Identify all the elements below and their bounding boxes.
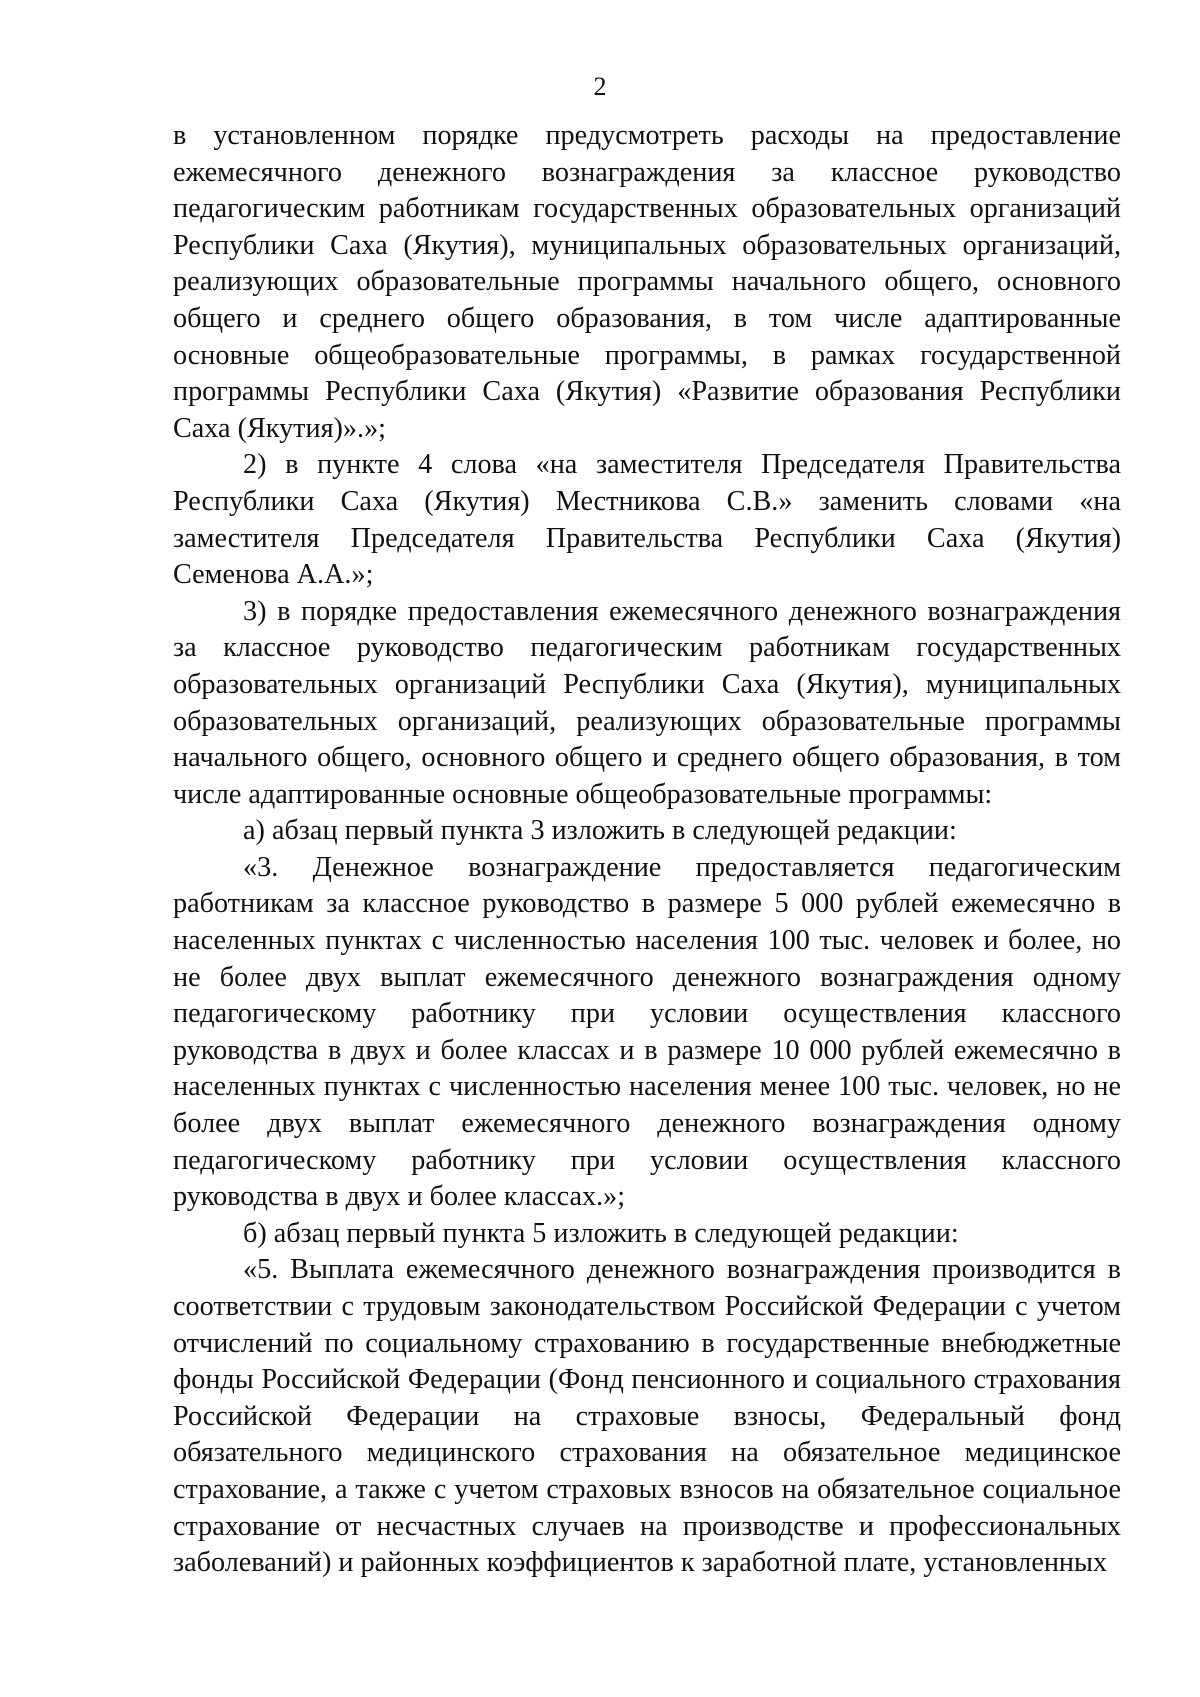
paragraph-item-2: 2) в пункте 4 слова «на заместителя Председателя Правительства Республики Саха (Якутия) Местникова С.В.» заменить словами «на заместителя Председателя Правительства Республики Саха (Якутия) Семенова А.А.»; [173,449,1121,591]
paragraph-item-3: 3) в порядке предоставления ежемесячного денежного вознаграждения за классное руководство педагогическим работникам государственных образовательных организаций Республики Саха (Якутия), муниципальных образовательных организаций, реализующих образовательные программы начального общего, основного общего и среднего общего образования, в том числе адаптированные основные общеобразовательные программы: [173,595,1121,810]
paragraph-clause-3-text: «3. Денежное вознаграждение предоставляется педагогическим работникам за классное руководство в размере 5 000 рублей ежемесячно в населенных пунктах с численностью населения 100 тыс. человек и более, но не более двух выплат ежемесячного денежного вознаграждения одному педагогическому работнику при условии осуществления классного руководства в двух и более классах и в размере 10 000 рублей ежемесячно в населенных пунктах с численностью населения менее 100 тыс. человек, но не более двух выплат ежемесячного денежного вознаграждения одному педагогическому работнику при условии осуществления классного руководства в двух и более классах.»; [173,851,1121,1213]
document-body [173,118,1121,1582]
page-number: 2 [593,72,607,101]
paragraph-subitem-a: а) абзац первый пункта 3 изложить в следующей редакции: [243,815,957,847]
paragraph-clause-5-text: «5. Выплата ежемесячного денежного вознаграждения производится в соответствии с трудовым законодательством Российской Федерации с учетом отчислений по социальному страхованию в государственные внебюджетные фонды Российской Федерации (Фонд пенсионного и социального страхования Российской Федерации на страховые взносы, Федеральный фонд обязательного медицинского страхования на обязательное медицинское страхование, а также с учетом страховых взносов на обязательное социальное страхование от несчастных случаев на производстве и профессиональных заболеваний) и районных коэффициентов к заработной плате, установленных [173,1254,1121,1579]
paragraph-continuation: в установленном порядке предусмотреть расходы на предоставление ежемесячного денежного вознаграждения за классное руководство педагогическим работникам государственных образовательных организаций Республики Саха (Якутия), муниципальных образовательных организаций, реализующих образовательные программы начального общего, основного общего и среднего общего образования, в том числе адаптированные основные общеобразовательные программы, в рамках государственной программы Республики Саха (Якутия) «Развитие образования Республики Саха (Якутия)».»; [173,120,1121,444]
paragraph-subitem-b: б) абзац первый пункта 5 изложить в следующей редакции: [243,1217,959,1249]
